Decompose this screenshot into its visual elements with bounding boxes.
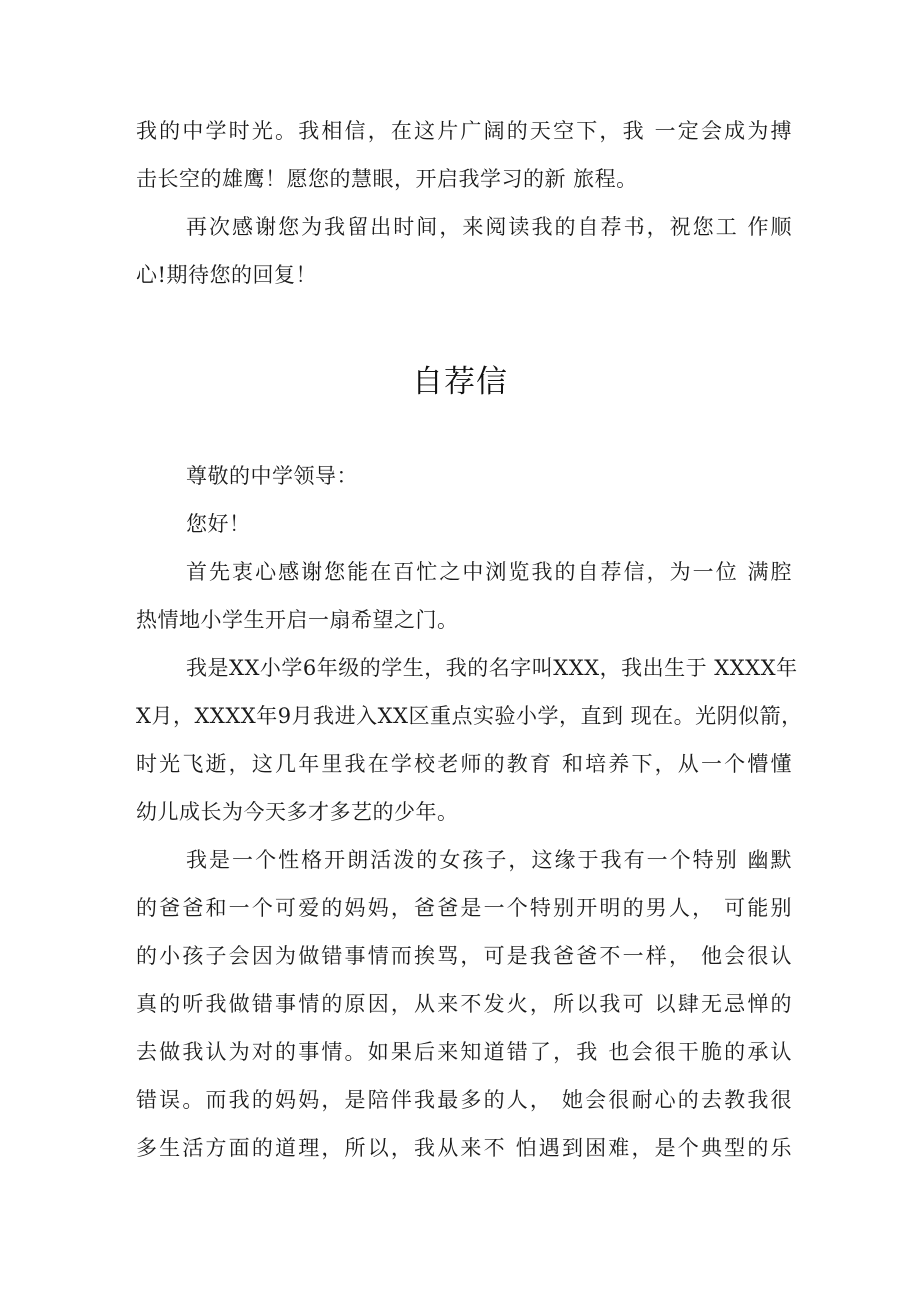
- text-line: 我是一个性格开朗活泼的女孩子，这缘于我有一个特别 幽默: [186, 848, 792, 872]
- text-line: 幼儿成长为今天多才多艺的少年。: [136, 800, 459, 824]
- text-line: 真的听我做错事情的原因，从来不发火，所以我可 以肆无忌惮的: [136, 992, 792, 1016]
- text-line: 的小孩子会因为做错事情而挨骂，可是我爸爸不一样， 他会很认: [136, 944, 792, 968]
- salutation: [136, 452, 792, 500]
- paragraph-prev-thanks: [136, 203, 792, 299]
- greeting-text: 您好！: [186, 512, 251, 536]
- greeting: [136, 500, 792, 548]
- text-line: 去做我认为对的事情。如果后来知道错了，我 也会很干脆的承认: [136, 1040, 792, 1064]
- text-line: X月，XXXX年9月我进入XX区重点实验小学，直到 现在。光阴似箭，: [136, 704, 803, 728]
- text-line: 心!期待您的回复！: [136, 263, 317, 287]
- letter-title: 自荐信: [412, 364, 508, 400]
- paragraph-thanks: [136, 548, 792, 644]
- text-line: 击长空的雄鹰！愿您的慧眼，开启我学习的新 旅程。: [136, 167, 638, 191]
- paragraph-introduction: [136, 644, 803, 836]
- text-line: 时光飞逝，这几年里我在学校老师的教育 和培养下，从一个懵懂: [136, 752, 792, 776]
- text-line: 再次感谢您为我留出时间，来阅读我的自荐书，祝您工 作顺: [186, 215, 792, 239]
- text-line: 多生活方面的道理，所以，我从来不 怕遇到困难，是个典型的乐: [136, 1136, 792, 1160]
- text-line: 我是XX小学6年级的学生，我的名字叫XXX，我出生于 XXXX年: [186, 656, 798, 680]
- paragraph-prev-closing: [136, 107, 792, 203]
- salutation-text: 尊敬的中学领导：: [186, 464, 358, 488]
- text-line: 首先衷心感谢您能在百忙之中浏览我的自荐信，为一位 满腔: [186, 560, 792, 584]
- paragraph-family: [136, 836, 792, 1172]
- text-line: 我的中学时光。我相信，在这片广阔的天空下，我 一定会成为搏: [136, 119, 792, 143]
- text-line: 热情地小学生开启一扇希望之门。: [136, 608, 459, 632]
- text-line: 的爸爸和一个可爱的妈妈，爸爸是一个特别开明的男人， 可能别: [136, 896, 792, 920]
- text-line: 错误。而我的妈妈，是陪伴我最多的人， 她会很耐心的去教我很: [136, 1088, 792, 1112]
